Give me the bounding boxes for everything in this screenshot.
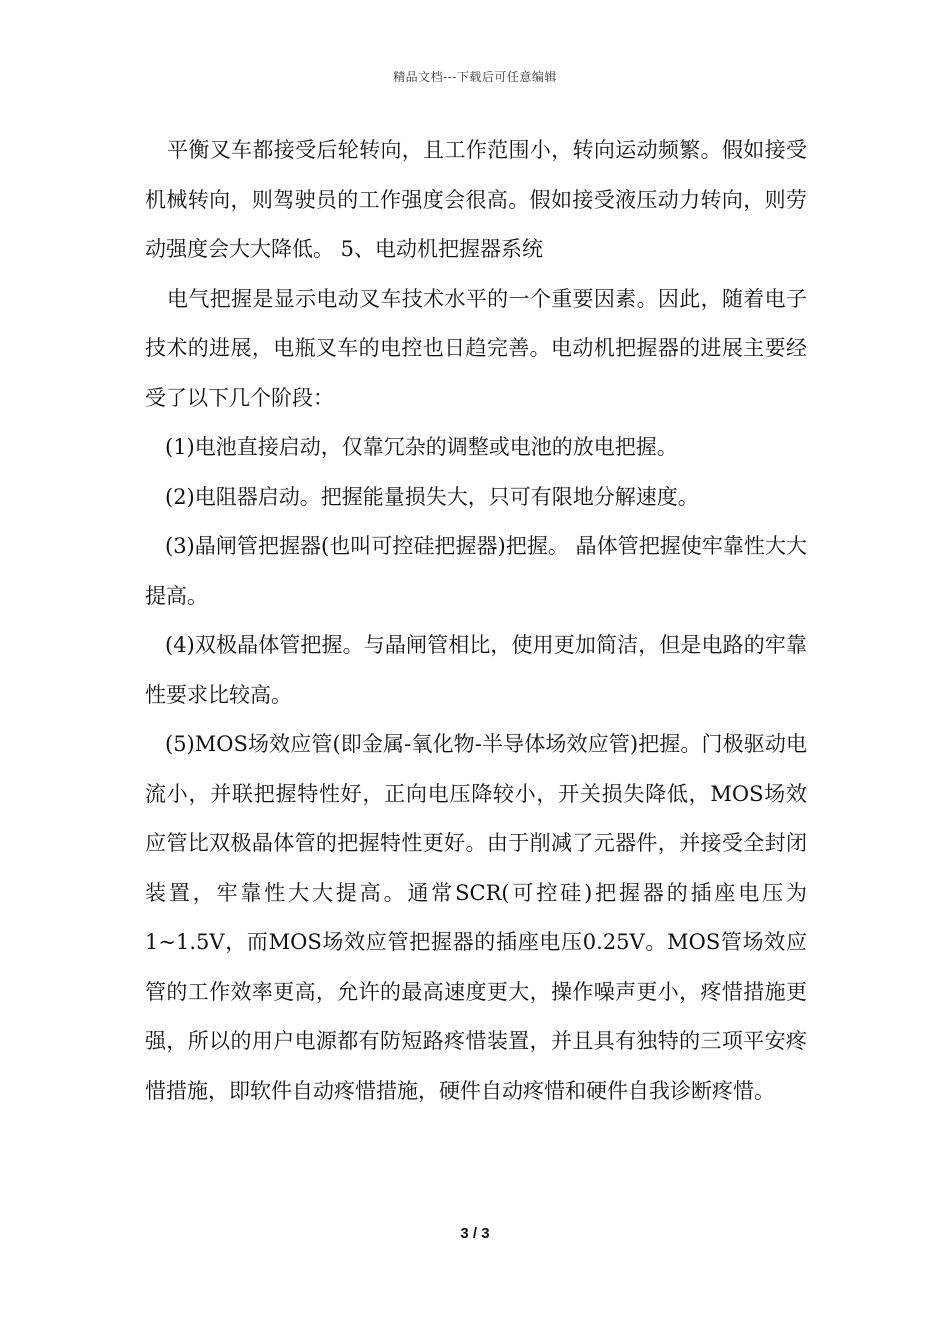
- paragraph-electric-control: 电气把握是显示电动叉车技术水平的一个重要因素。因此，随着电子技术的进展，电瓶叉车的电控也日趋完善。电动机把握器的进展主要经受了以下几个阶段：: [145, 286, 807, 410]
- list-item-stage-5: (5)MOS场效应管(即金属-氧化物-半导体场效应管)把握。门极驱动电流小，并联把握特性好，正向电压降较小，开关损失降低，MOS场效应管比双极晶体管的把握特性更好。由于削减了元器件，并接受全封闭装置，牢靠性大大提高。通常SCR(可控硅)把握器的插座电压为1~1.5V，而MOS场效应管把握器的插座电压0.25V。MOS管场效应管的工作效率更高，允许的最高速度更大，操作噪声更小，疼惜措施更强，所以的用户电源都有防短路疼惜装置，并且具有独特的三项平安疼惜措施，即软件自动疼惜措施，硬件自动疼惜和硬件自我诊断疼惜。: [145, 732, 807, 1103]
- document-body: [145, 126, 807, 1116]
- header-note: 精品文档---下载后可任意编辑: [393, 70, 557, 84]
- list-item-stage-4: (4)双极晶体管把握。与晶闸管相比，使用更加简洁，但是电路的牢靠性要求比较高。: [145, 633, 807, 707]
- page-number: 3 / 3: [460, 1225, 490, 1242]
- paragraph-steering: 平衡叉车都接受后轮转向，且工作范围小，转向运动频繁。假如接受机械转向，则驾驶员的工作强度会很高。假如接受液压动力转向，则劳动强度会大大降低。 5、电动机把握器系统: [145, 138, 807, 261]
- list-item-stage-1: (1)电池直接启动，仅靠冗杂的调整或电池的放电把握。: [165, 435, 678, 459]
- list-item-stage-3: (3)晶闸管把握器(也叫可控硅把握器)把握。 晶体管把握使牢靠性大大提高。: [145, 534, 807, 608]
- list-item-stage-2: (2)电阻器启动。把握能量损失大，只可有限地分解速度。: [165, 484, 699, 509]
